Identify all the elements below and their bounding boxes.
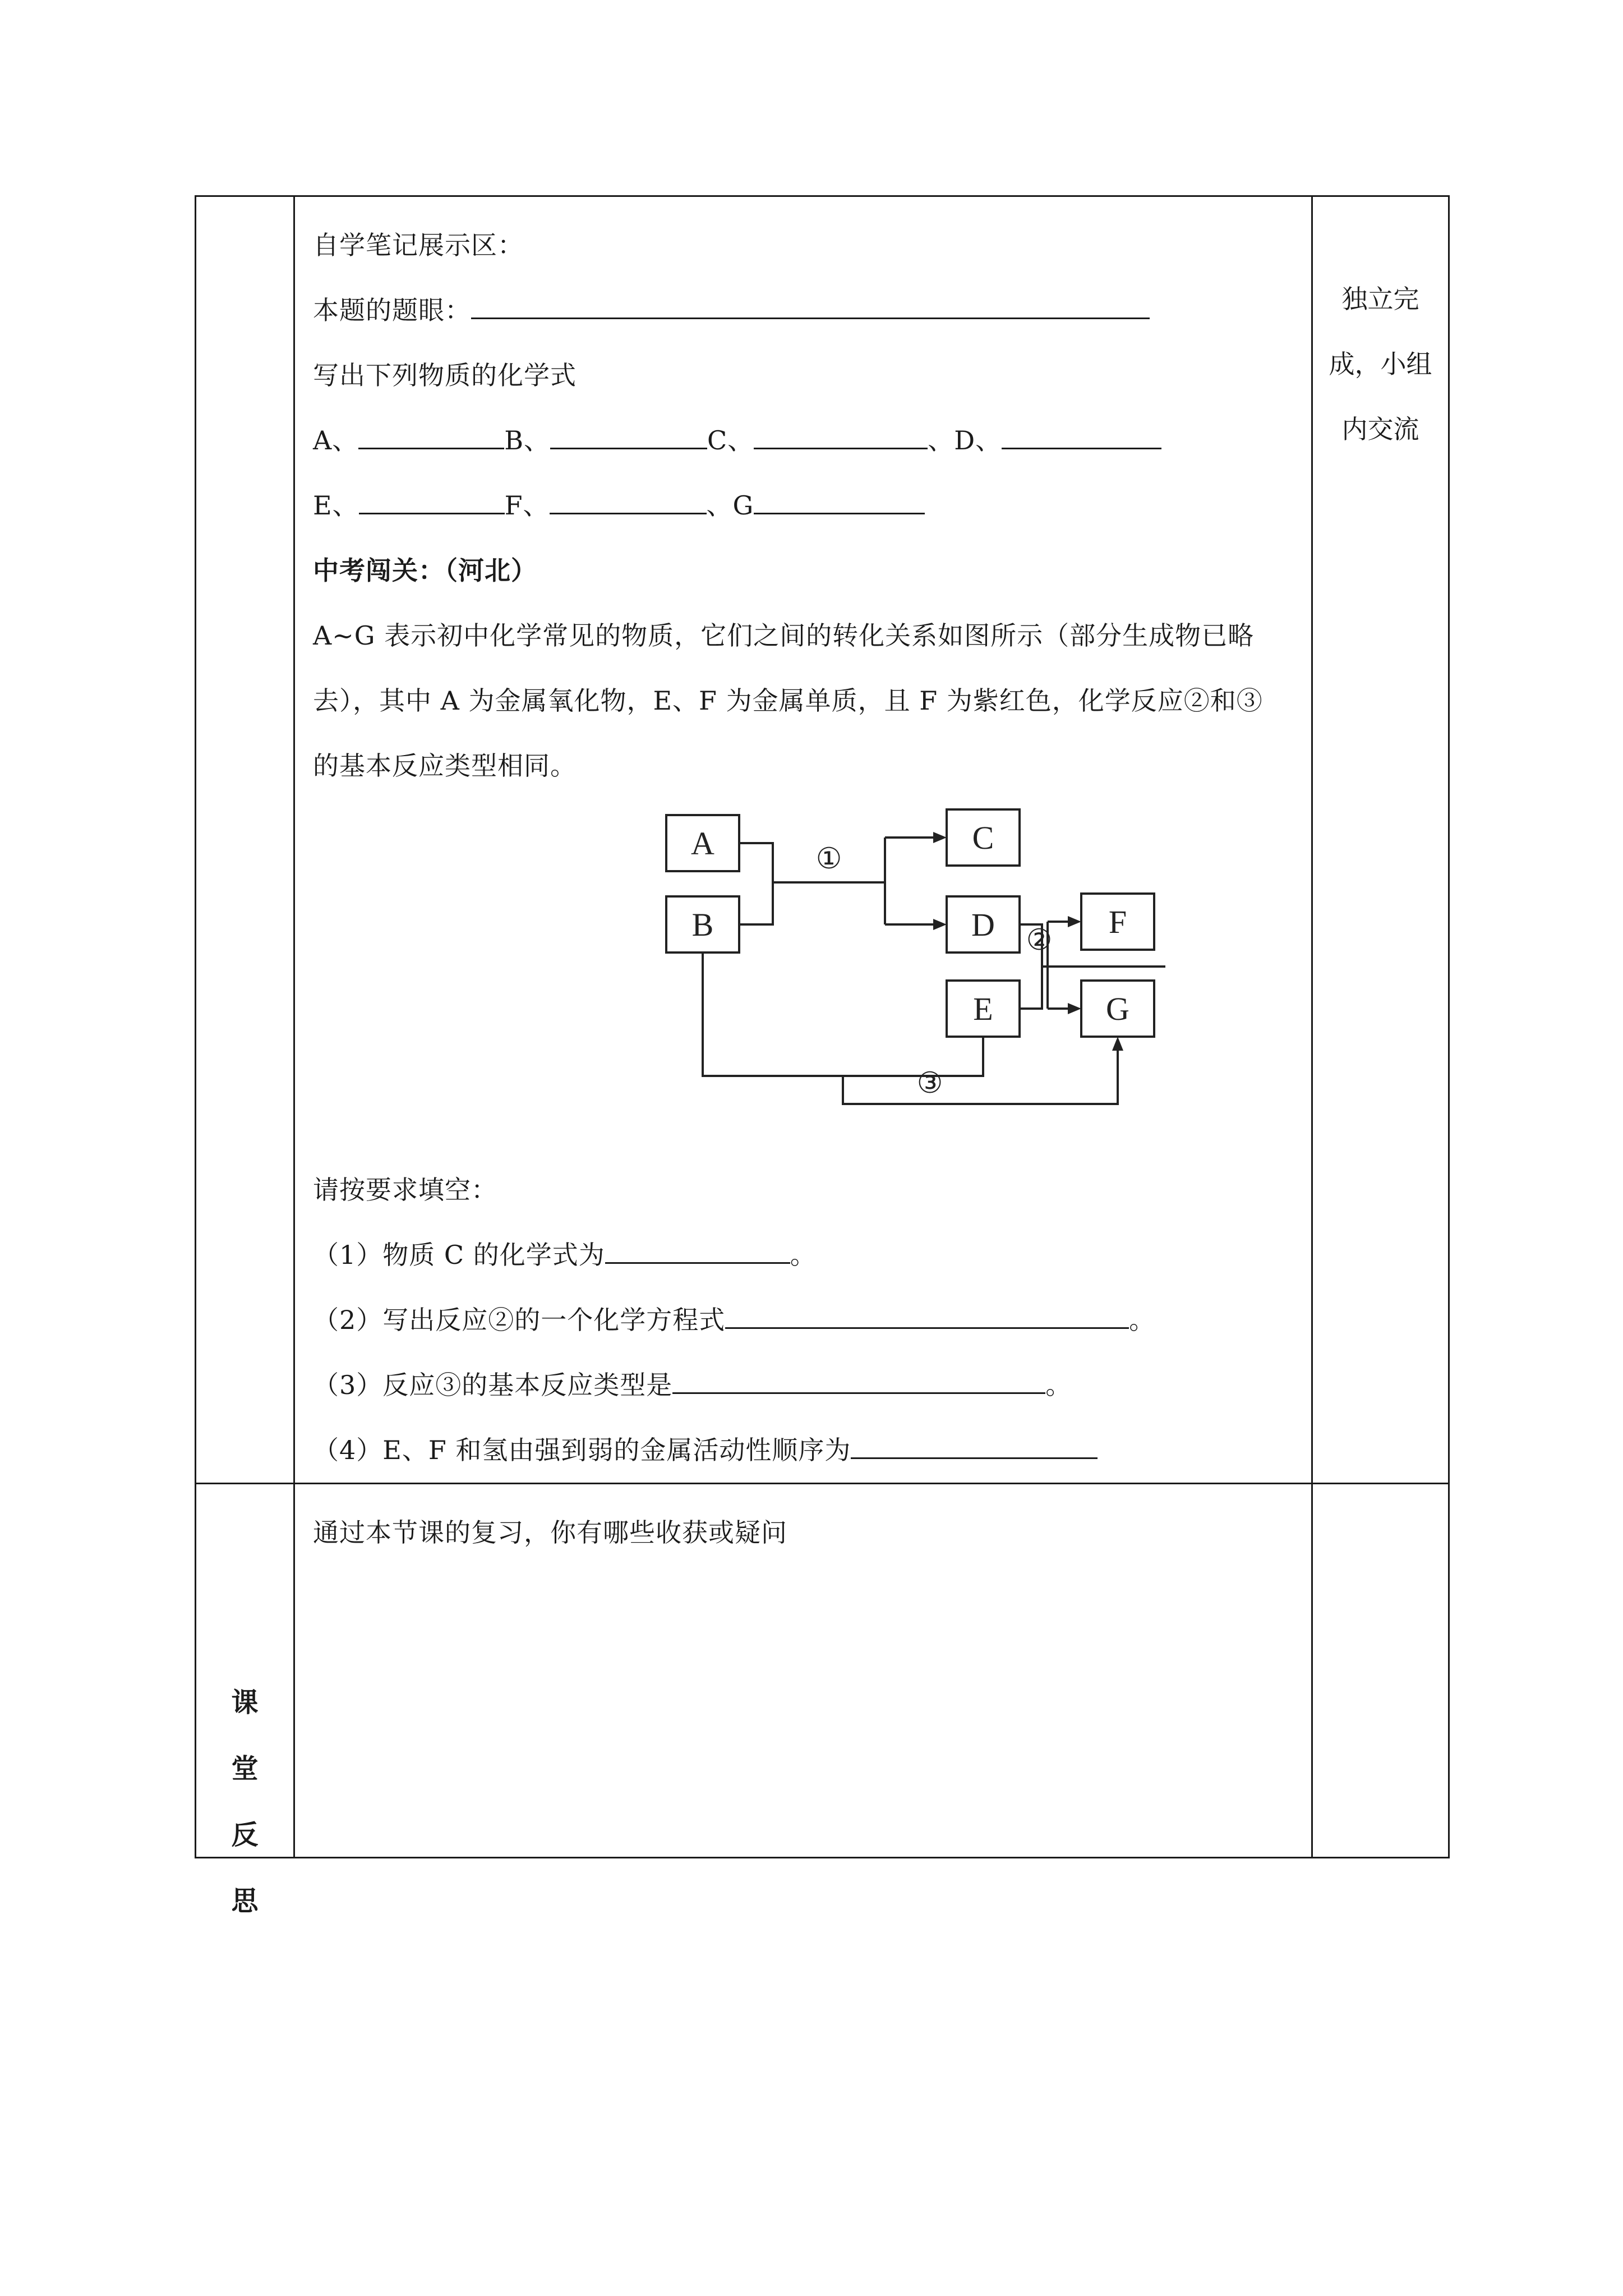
reaction-label-1: ① bbox=[815, 842, 842, 876]
blank-f[interactable] bbox=[550, 489, 707, 514]
note-area-title: 自学笔记展示区： bbox=[313, 230, 524, 260]
node-d: D bbox=[971, 907, 995, 943]
key-point-label: 本题的题眼： bbox=[313, 295, 471, 325]
question-3-blank[interactable] bbox=[672, 1369, 1045, 1394]
question-2-blank[interactable] bbox=[725, 1304, 1129, 1329]
node-e: E bbox=[973, 991, 993, 1027]
node-b: B bbox=[691, 907, 714, 943]
formula-row-2 bbox=[313, 473, 1311, 538]
label-g: 、G bbox=[706, 490, 754, 521]
content-cell bbox=[294, 196, 1312, 1484]
key-point-blank[interactable] bbox=[471, 294, 1150, 319]
question-4-blank[interactable] bbox=[851, 1434, 1098, 1459]
question-2 bbox=[313, 1287, 1311, 1352]
right-cell-bottom bbox=[1312, 1484, 1449, 1858]
question-2-end: 。 bbox=[1129, 1305, 1156, 1335]
key-point-line bbox=[313, 278, 1311, 343]
formula-row-1 bbox=[313, 408, 1311, 473]
reflection-title-char-4: 思 bbox=[231, 1885, 259, 1917]
arrowhead-c bbox=[933, 832, 947, 843]
label-f: F、 bbox=[504, 490, 550, 521]
blank-d[interactable] bbox=[1002, 424, 1161, 449]
reaction-flow-diagram bbox=[593, 798, 1255, 1146]
fill-prompt: 请按要求填空： bbox=[313, 1175, 497, 1205]
reaction-label-2: ② bbox=[1026, 923, 1053, 957]
label-d: 、D、 bbox=[928, 425, 1002, 455]
node-f: F bbox=[1108, 904, 1127, 940]
connector-be bbox=[703, 953, 983, 1076]
connector-r3 bbox=[843, 1042, 1118, 1104]
reflection-cell[interactable] bbox=[294, 1484, 1312, 1858]
worksheet-table bbox=[195, 195, 1450, 1917]
arrowhead-g-up bbox=[1112, 1037, 1123, 1051]
label-a: A、 bbox=[313, 425, 359, 455]
reaction-label-3: ③ bbox=[916, 1066, 943, 1100]
blank-g[interactable] bbox=[754, 489, 925, 514]
question-2-text: （2）写出反应②的一个化学方程式 bbox=[313, 1305, 726, 1335]
diagram-area bbox=[313, 798, 1311, 1157]
left-cell-top bbox=[196, 196, 294, 1484]
side-note-line-1: 独立完 bbox=[1341, 284, 1419, 314]
node-g: G bbox=[1106, 991, 1129, 1027]
question-3-end: 。 bbox=[1045, 1370, 1072, 1400]
blank-e[interactable] bbox=[359, 489, 505, 514]
blank-a[interactable] bbox=[358, 424, 504, 449]
node-c: C bbox=[972, 820, 994, 856]
reflection-prompt: 通过本节课的复习，你有哪些收获或疑问 bbox=[313, 1517, 787, 1548]
question-4 bbox=[313, 1418, 1311, 1483]
arrowhead-d bbox=[933, 919, 947, 930]
write-formula-label: 写出下列物质的化学式 bbox=[313, 360, 577, 390]
question-1-text: （1）物质 C 的化学式为 bbox=[313, 1240, 605, 1270]
reflection-title-char-2: 堂 bbox=[231, 1753, 259, 1784]
question-3 bbox=[313, 1352, 1311, 1418]
arrowhead-f bbox=[1068, 916, 1081, 927]
reflection-title-char-3: 反 bbox=[231, 1819, 259, 1851]
question-1 bbox=[313, 1222, 1311, 1287]
label-c: C、 bbox=[707, 425, 754, 455]
connector-ab bbox=[739, 843, 773, 924]
question-3-text: （3）反应③的基本反应类型是 bbox=[313, 1370, 673, 1400]
label-b: B、 bbox=[504, 425, 551, 455]
blank-c[interactable] bbox=[754, 424, 928, 449]
reflection-title-char-1: 课 bbox=[231, 1687, 259, 1718]
question-1-end: 。 bbox=[790, 1240, 817, 1270]
problem-text: A~G 表示初中化学常见的物质，它们之间的转化关系如图所示（部分生成物已略去），其中 A 为金属氧化物，E、F 为金属单质，且 F 为紫红色，化学反应②和③的基本反应类型相同。 bbox=[313, 620, 1263, 781]
question-1-blank[interactable] bbox=[605, 1239, 790, 1264]
arrowhead-g bbox=[1068, 1003, 1081, 1014]
side-note-line-2: 成，小组 bbox=[1329, 349, 1432, 379]
reflection-title bbox=[196, 1669, 293, 1934]
side-note bbox=[1313, 266, 1448, 462]
question-4-text: （4）E、F 和氢由强到弱的金属活动性顺序为 bbox=[313, 1435, 851, 1465]
side-note-line-3: 内交流 bbox=[1341, 414, 1419, 444]
node-a: A bbox=[691, 825, 714, 862]
left-cell-bottom bbox=[196, 1484, 294, 1917]
label-e: E、 bbox=[313, 490, 359, 521]
blank-b[interactable] bbox=[550, 424, 707, 449]
right-cell-top bbox=[1312, 196, 1449, 1484]
exam-heading: 中考闯关：（河北） bbox=[313, 555, 537, 586]
